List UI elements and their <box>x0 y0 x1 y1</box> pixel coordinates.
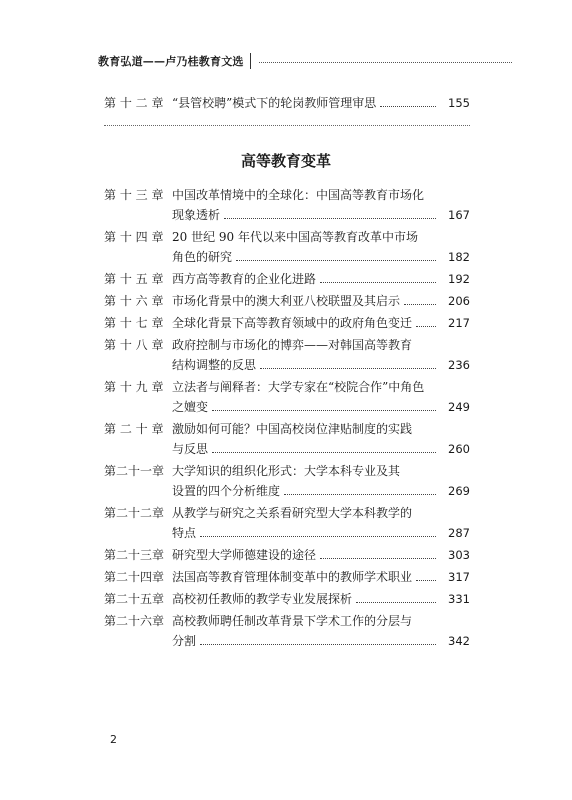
toc-entry[interactable] <box>104 567 470 587</box>
running-header <box>98 52 512 70</box>
page-ref: 206 <box>448 294 470 308</box>
chapter-title-line: 市场化背景中的澳大利亚八校联盟及其启示 <box>172 294 401 308</box>
chapter-label: 第二十五章 <box>104 592 165 606</box>
chapter-title-line: 立法者与阐释者：大学专家在“校院合作”中角色 <box>172 380 425 394</box>
chapter-title-line: 设置的四个分析维度 <box>172 484 281 498</box>
chapter-label: 第 十 六 章 <box>104 294 164 308</box>
page-ref: 342 <box>448 634 470 648</box>
chapter-label: 第 十 九 章 <box>104 380 164 394</box>
toc-entry[interactable] <box>104 461 470 501</box>
chapter-title-line: 现象透析 <box>172 208 221 222</box>
toc-entry[interactable] <box>104 227 470 267</box>
toc-entry[interactable] <box>104 419 470 459</box>
dot-leader <box>404 304 436 305</box>
page-ref: 167 <box>448 208 470 222</box>
chapter-label: 第 十 八 章 <box>104 338 164 352</box>
toc-entry[interactable] <box>104 93 470 113</box>
toc-entry[interactable] <box>104 503 470 543</box>
toc-entry[interactable] <box>104 185 470 225</box>
dot-leader <box>416 580 436 581</box>
page-ref: 182 <box>448 250 470 264</box>
chapter-label: 第二十三章 <box>104 548 165 562</box>
section-separator <box>104 125 470 126</box>
dot-leader <box>200 536 436 537</box>
chapter-title-line: 全球化背景下高等教育领域中的政府角色变迁 <box>172 316 413 330</box>
toc-entry[interactable] <box>104 611 470 651</box>
chapter-title-line: 20 世纪 90 年代以来中国高等教育改革中市场 <box>172 230 418 244</box>
page-ref: 236 <box>448 358 470 372</box>
page-ref: 217 <box>448 316 470 330</box>
dot-leader <box>260 368 436 369</box>
chapter-title-line: 政府控制与市场化的博弈——对韩国高等教育 <box>172 338 413 352</box>
page-number: 2 <box>110 733 117 746</box>
chapter-title-line: 中国改革情境中的全球化：中国高等教育市场化 <box>172 188 425 202</box>
page-ref: 317 <box>448 570 470 584</box>
dot-leader <box>380 106 436 107</box>
chapter-title-line: 特点 <box>172 526 197 540</box>
page-ref: 155 <box>448 96 470 110</box>
header-dotted-rule <box>259 62 512 63</box>
toc-entry[interactable] <box>104 335 470 375</box>
chapter-label: 第二十四章 <box>104 570 165 584</box>
page-ref: 192 <box>448 272 470 286</box>
section-title: 高等教育变革 <box>240 152 331 170</box>
toc-entry[interactable] <box>104 589 470 609</box>
header-divider <box>250 53 251 69</box>
dot-leader <box>212 452 436 453</box>
toc-entry[interactable] <box>104 313 470 333</box>
chapter-label: 第二十一章 <box>104 464 165 478</box>
chapter-title-line: 研究型大学师德建设的途径 <box>172 548 317 562</box>
chapter-title-line: 从教学与研究之关系看研究型大学本科教学的 <box>172 506 413 520</box>
dot-leader <box>320 558 436 559</box>
toc-entry[interactable] <box>104 269 470 289</box>
chapter-label: 第 十 七 章 <box>104 316 164 330</box>
chapter-title-line: “县管校聘”模式下的轮岗教师管理审思 <box>172 96 377 110</box>
chapter-label: 第 十 二 章 <box>104 96 164 110</box>
chapter-title-line: 西方高等教育的企业化进路 <box>172 272 317 286</box>
toc-entry[interactable] <box>104 291 470 311</box>
chapter-title-line: 激励如何可能？中国高校岗位津贴制度的实践 <box>172 422 413 436</box>
toc-entry[interactable] <box>104 377 470 417</box>
chapter-title-line: 之嬗变 <box>172 400 209 414</box>
page-ref: 269 <box>448 484 470 498</box>
toc-entry[interactable] <box>104 545 470 565</box>
dot-leader <box>416 326 436 327</box>
dot-leader <box>320 282 436 283</box>
chapter-label: 第二十二章 <box>104 506 165 520</box>
chapter-title-line: 大学知识的组织化形式：大学本科专业及其 <box>172 464 401 478</box>
page-ref: 331 <box>448 592 470 606</box>
chapter-title-line: 法国高等教育管理体制变革中的教师学术职业 <box>172 570 413 584</box>
chapter-label: 第 二 十 章 <box>104 422 164 436</box>
dot-leader <box>212 410 436 411</box>
chapter-label: 第 十 三 章 <box>104 188 164 202</box>
dot-leader <box>200 644 436 645</box>
chapter-title-line: 与反思 <box>172 442 209 456</box>
chapter-title-line: 高校初任教师的教学专业发展探析 <box>172 592 353 606</box>
book-title: 教育弘道——卢乃桂教育文选 <box>98 55 244 68</box>
page-ref: 249 <box>448 400 470 414</box>
chapter-title-line: 结构调整的反思 <box>172 358 257 372</box>
page-ref: 260 <box>448 442 470 456</box>
page-ref: 303 <box>448 548 470 562</box>
chapter-title-line: 分割 <box>172 634 197 648</box>
chapter-title-line: 高校教师聘任制改革背景下学术工作的分层与 <box>172 614 413 628</box>
chapter-label: 第二十六章 <box>104 614 165 628</box>
dot-leader <box>236 260 436 261</box>
chapter-title-line: 角色的研究 <box>172 250 233 264</box>
dot-leader <box>284 494 436 495</box>
chapter-label: 第 十 五 章 <box>104 272 164 286</box>
page-ref: 287 <box>448 526 470 540</box>
dot-leader <box>224 218 436 219</box>
chapter-label: 第 十 四 章 <box>104 230 164 244</box>
dot-leader <box>356 602 436 603</box>
